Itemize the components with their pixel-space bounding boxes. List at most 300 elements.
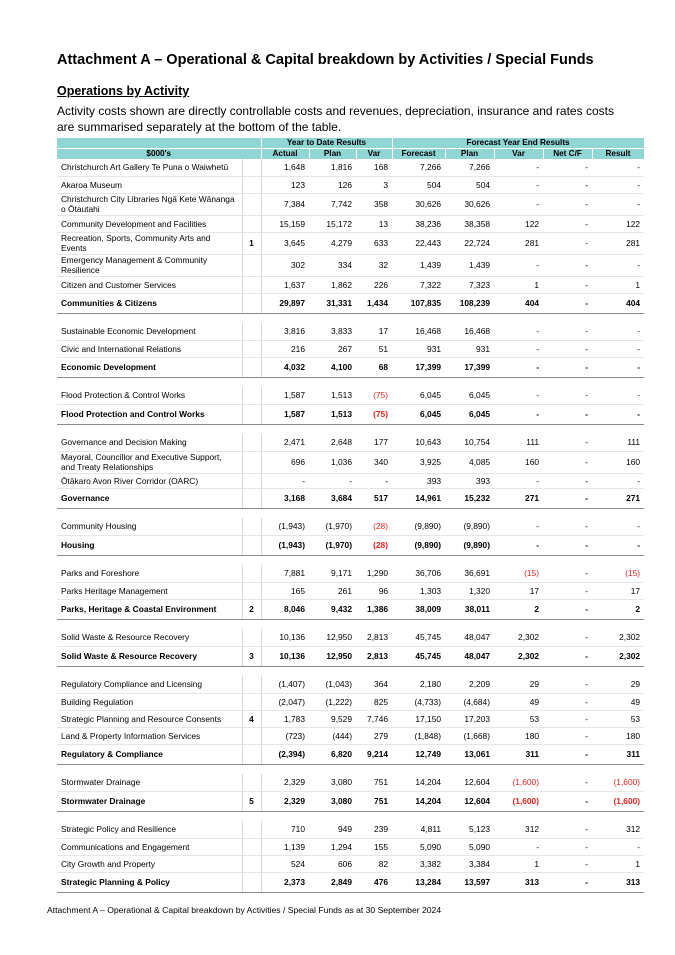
activity-label: Land & Property Information Services bbox=[57, 727, 242, 744]
value-cell: (1,043) bbox=[309, 676, 356, 693]
group-number bbox=[242, 565, 261, 582]
spacer-cell bbox=[57, 377, 644, 387]
activity-label: Economic Development bbox=[57, 357, 242, 377]
value-cell: 155 bbox=[356, 838, 392, 855]
table-row bbox=[57, 434, 644, 451]
group-number bbox=[242, 855, 261, 872]
group-number bbox=[242, 629, 261, 646]
value-cell: 17,150 bbox=[392, 710, 445, 727]
col-header-fy-var: Var bbox=[494, 149, 543, 160]
activity-label: Sustainable Economic Development bbox=[57, 323, 242, 340]
activity-label: Parks and Foreshore bbox=[57, 565, 242, 582]
value-cell: 2,471 bbox=[261, 434, 309, 451]
group-number: 2 bbox=[242, 599, 261, 619]
value-cell: 111 bbox=[592, 434, 644, 451]
value-cell: 12,604 bbox=[445, 774, 494, 791]
total-row bbox=[57, 599, 644, 619]
value-cell: - bbox=[543, 791, 592, 811]
value-cell: - bbox=[356, 473, 392, 488]
value-cell: - bbox=[543, 646, 592, 666]
value-cell: 5,090 bbox=[445, 838, 494, 855]
value-cell: 53 bbox=[494, 710, 543, 727]
value-cell: 126 bbox=[309, 176, 356, 193]
value-cell: 313 bbox=[592, 872, 644, 892]
value-cell: 13,597 bbox=[445, 872, 494, 892]
value-cell: 31,331 bbox=[309, 293, 356, 313]
table-row bbox=[57, 159, 644, 176]
value-cell: 1,862 bbox=[309, 276, 356, 293]
value-cell: 949 bbox=[309, 821, 356, 838]
value-cell: - bbox=[543, 215, 592, 232]
value-cell: - bbox=[592, 323, 644, 340]
value-cell: 2,648 bbox=[309, 434, 356, 451]
value-cell: 2,302 bbox=[494, 629, 543, 646]
value-cell: - bbox=[543, 340, 592, 357]
value-cell: - bbox=[543, 159, 592, 176]
group-number bbox=[242, 821, 261, 838]
value-cell: 15,159 bbox=[261, 215, 309, 232]
value-cell: - bbox=[543, 293, 592, 313]
total-row bbox=[57, 791, 644, 811]
activity-label: Stormwater Drainage bbox=[57, 791, 242, 811]
value-cell: 2 bbox=[592, 599, 644, 619]
value-cell: 1 bbox=[592, 855, 644, 872]
value-cell: 3,645 bbox=[261, 232, 309, 254]
value-cell: 122 bbox=[592, 215, 644, 232]
value-cell: - bbox=[543, 357, 592, 377]
value-cell: (1,600) bbox=[592, 791, 644, 811]
col-header-fy-plan: Plan bbox=[445, 149, 494, 160]
value-cell: (4,684) bbox=[445, 693, 494, 710]
value-cell: 1,439 bbox=[392, 254, 445, 276]
group-number bbox=[242, 488, 261, 508]
value-cell: 751 bbox=[356, 774, 392, 791]
value-cell: 45,745 bbox=[392, 629, 445, 646]
value-cell: - bbox=[592, 176, 644, 193]
value-cell: 524 bbox=[261, 855, 309, 872]
value-cell: 696 bbox=[261, 451, 309, 473]
spacer-cell bbox=[57, 313, 644, 323]
group-number: 5 bbox=[242, 791, 261, 811]
spacer-cell bbox=[57, 764, 644, 774]
value-cell: (1,668) bbox=[445, 727, 494, 744]
value-cell: - bbox=[543, 872, 592, 892]
value-cell: 364 bbox=[356, 676, 392, 693]
value-cell: 825 bbox=[356, 693, 392, 710]
value-cell: 6,045 bbox=[392, 387, 445, 404]
activity-label: Strategic Planning & Policy bbox=[57, 872, 242, 892]
value-cell: 271 bbox=[592, 488, 644, 508]
value-cell: 751 bbox=[356, 791, 392, 811]
value-cell: - bbox=[592, 340, 644, 357]
value-cell: - bbox=[494, 340, 543, 357]
value-cell: - bbox=[494, 535, 543, 555]
activity-label: Regulatory Compliance and Licensing bbox=[57, 676, 242, 693]
value-cell: (75) bbox=[356, 387, 392, 404]
value-cell: - bbox=[592, 387, 644, 404]
value-cell: 30,626 bbox=[445, 193, 494, 215]
activity-label: Communities & Citizens bbox=[57, 293, 242, 313]
value-cell: - bbox=[543, 451, 592, 473]
value-cell: 340 bbox=[356, 451, 392, 473]
value-cell: 9,171 bbox=[309, 565, 356, 582]
group-number bbox=[242, 582, 261, 599]
value-cell: - bbox=[543, 254, 592, 276]
value-cell: - bbox=[592, 159, 644, 176]
activity-label: Governance and Decision Making bbox=[57, 434, 242, 451]
value-cell: 3,816 bbox=[261, 323, 309, 340]
value-cell: - bbox=[543, 629, 592, 646]
value-cell: 7,266 bbox=[392, 159, 445, 176]
group-number bbox=[242, 434, 261, 451]
activity-label: Parks, Heritage & Coastal Environment bbox=[57, 599, 242, 619]
total-row bbox=[57, 293, 644, 313]
value-cell: 606 bbox=[309, 855, 356, 872]
col-header-forecast: Forecast bbox=[392, 149, 445, 160]
spacer-row bbox=[57, 666, 644, 676]
value-cell: - bbox=[494, 387, 543, 404]
value-cell: 9,529 bbox=[309, 710, 356, 727]
value-cell: 13,061 bbox=[445, 744, 494, 764]
value-cell: 107,835 bbox=[392, 293, 445, 313]
value-cell: 3,684 bbox=[309, 488, 356, 508]
value-cell: 17 bbox=[592, 582, 644, 599]
group-number bbox=[242, 451, 261, 473]
spacer-cell bbox=[57, 555, 644, 565]
group-number bbox=[242, 176, 261, 193]
value-cell: - bbox=[592, 404, 644, 424]
value-cell: 38,358 bbox=[445, 215, 494, 232]
value-cell: (9,890) bbox=[392, 518, 445, 535]
table-row bbox=[57, 710, 644, 727]
value-cell: 13,284 bbox=[392, 872, 445, 892]
table-row bbox=[57, 451, 644, 473]
value-cell: 22,443 bbox=[392, 232, 445, 254]
header-column-row bbox=[57, 149, 644, 160]
spacer-row bbox=[57, 377, 644, 387]
value-cell: 3,080 bbox=[309, 774, 356, 791]
value-cell: - bbox=[543, 774, 592, 791]
group-number bbox=[242, 838, 261, 855]
value-cell: 108,239 bbox=[445, 293, 494, 313]
value-cell: 14,204 bbox=[392, 774, 445, 791]
value-cell: 165 bbox=[261, 582, 309, 599]
value-cell: 404 bbox=[494, 293, 543, 313]
value-cell: 1,587 bbox=[261, 404, 309, 424]
value-cell: 32 bbox=[356, 254, 392, 276]
value-cell: - bbox=[543, 565, 592, 582]
group-number bbox=[242, 676, 261, 693]
value-cell: 38,236 bbox=[392, 215, 445, 232]
group-number bbox=[242, 323, 261, 340]
table-row bbox=[57, 276, 644, 293]
value-cell: - bbox=[543, 693, 592, 710]
value-cell: (1,848) bbox=[392, 727, 445, 744]
value-cell: - bbox=[543, 676, 592, 693]
table-row bbox=[57, 629, 644, 646]
value-cell: (9,890) bbox=[445, 535, 494, 555]
group-number bbox=[242, 535, 261, 555]
table-row bbox=[57, 676, 644, 693]
value-cell: - bbox=[543, 473, 592, 488]
group-number bbox=[242, 276, 261, 293]
value-cell: 302 bbox=[261, 254, 309, 276]
col-header-ytd-plan: Plan bbox=[309, 149, 356, 160]
group-number bbox=[242, 774, 261, 791]
table-row bbox=[57, 340, 644, 357]
value-cell: 5,090 bbox=[392, 838, 445, 855]
value-cell: 3,382 bbox=[392, 855, 445, 872]
value-cell: 111 bbox=[494, 434, 543, 451]
activity-label: Housing bbox=[57, 535, 242, 555]
value-cell: 123 bbox=[261, 176, 309, 193]
spacer-cell bbox=[57, 811, 644, 821]
value-cell: 2,813 bbox=[356, 646, 392, 666]
group-number bbox=[242, 387, 261, 404]
value-cell: 216 bbox=[261, 340, 309, 357]
value-cell: (15) bbox=[592, 565, 644, 582]
activity-label: Christchurch City Libraries Ngā Kete Wānanga o Ōtautahi bbox=[57, 193, 242, 215]
activity-label: Akaroa Museum bbox=[57, 176, 242, 193]
activity-label: Strategic Policy and Resilience bbox=[57, 821, 242, 838]
spacer-row bbox=[57, 764, 644, 774]
spacer-row bbox=[57, 508, 644, 518]
group-number bbox=[242, 340, 261, 357]
value-cell: 2,373 bbox=[261, 872, 309, 892]
activity-label: Christchurch Art Gallery Te Puna o Waiwhetū bbox=[57, 159, 242, 176]
activity-label: Building Regulation bbox=[57, 693, 242, 710]
activity-label: Community Development and Facilities bbox=[57, 215, 242, 232]
value-cell: 6,820 bbox=[309, 744, 356, 764]
value-cell: 267 bbox=[309, 340, 356, 357]
value-cell: 7,266 bbox=[445, 159, 494, 176]
value-cell: - bbox=[543, 535, 592, 555]
table-row bbox=[57, 193, 644, 215]
value-cell: 1,513 bbox=[309, 387, 356, 404]
value-cell: - bbox=[261, 473, 309, 488]
value-cell: 3,833 bbox=[309, 323, 356, 340]
value-cell: 12,950 bbox=[309, 646, 356, 666]
value-cell: 82 bbox=[356, 855, 392, 872]
activity-label: Community Housing bbox=[57, 518, 242, 535]
group-number bbox=[242, 293, 261, 313]
value-cell: 45,745 bbox=[392, 646, 445, 666]
table-row bbox=[57, 565, 644, 582]
group-number bbox=[242, 159, 261, 176]
value-cell: - bbox=[494, 176, 543, 193]
value-cell: 14,961 bbox=[392, 488, 445, 508]
value-cell: 36,691 bbox=[445, 565, 494, 582]
section-heading: Operations by Activity bbox=[57, 84, 190, 98]
value-cell: (1,407) bbox=[261, 676, 309, 693]
value-cell: 48,047 bbox=[445, 646, 494, 666]
value-cell: 2,209 bbox=[445, 676, 494, 693]
value-cell: (1,600) bbox=[592, 774, 644, 791]
table-row bbox=[57, 855, 644, 872]
value-cell: 1 bbox=[592, 276, 644, 293]
value-cell: 17,399 bbox=[392, 357, 445, 377]
value-cell: - bbox=[494, 254, 543, 276]
value-cell: - bbox=[592, 473, 644, 488]
value-cell: 1,783 bbox=[261, 710, 309, 727]
value-cell: 334 bbox=[309, 254, 356, 276]
total-row bbox=[57, 488, 644, 508]
value-cell: - bbox=[494, 159, 543, 176]
value-cell: 311 bbox=[592, 744, 644, 764]
table-row bbox=[57, 215, 644, 232]
activity-label: Governance bbox=[57, 488, 242, 508]
value-cell: 504 bbox=[445, 176, 494, 193]
value-cell: 16,468 bbox=[392, 323, 445, 340]
spacer-row bbox=[57, 313, 644, 323]
activity-label: Strategic Planning and Resource Consents bbox=[57, 710, 242, 727]
spacer-row bbox=[57, 555, 644, 565]
value-cell: 3 bbox=[356, 176, 392, 193]
group-number bbox=[242, 473, 261, 488]
value-cell: (28) bbox=[356, 535, 392, 555]
value-cell: 2 bbox=[494, 599, 543, 619]
table-row bbox=[57, 693, 644, 710]
value-cell: - bbox=[543, 276, 592, 293]
value-cell: (1,970) bbox=[309, 518, 356, 535]
spacer-cell bbox=[57, 666, 644, 676]
value-cell: 9,214 bbox=[356, 744, 392, 764]
col-header-label: $000's bbox=[57, 149, 261, 160]
value-cell: 239 bbox=[356, 821, 392, 838]
activity-label: Flood Protection & Control Works bbox=[57, 387, 242, 404]
value-cell: 7,322 bbox=[392, 276, 445, 293]
col-header-ytd-actual: Actual bbox=[261, 149, 309, 160]
value-cell: 4,811 bbox=[392, 821, 445, 838]
header-group-row bbox=[57, 138, 644, 149]
total-row bbox=[57, 404, 644, 424]
activity-label: Ōtākaro Avon River Corridor (OARC) bbox=[57, 473, 242, 488]
group-number bbox=[242, 254, 261, 276]
table-body bbox=[57, 159, 644, 892]
activity-label: City Growth and Property bbox=[57, 855, 242, 872]
value-cell: - bbox=[494, 473, 543, 488]
value-cell: - bbox=[543, 387, 592, 404]
value-cell: 96 bbox=[356, 582, 392, 599]
value-cell: - bbox=[592, 535, 644, 555]
value-cell: 122 bbox=[494, 215, 543, 232]
activity-label: Communications and Engagement bbox=[57, 838, 242, 855]
value-cell: - bbox=[494, 518, 543, 535]
value-cell: - bbox=[543, 488, 592, 508]
operations-table bbox=[57, 138, 645, 893]
value-cell: 17 bbox=[356, 323, 392, 340]
value-cell: 29 bbox=[592, 676, 644, 693]
value-cell: 1,513 bbox=[309, 404, 356, 424]
value-cell: - bbox=[592, 518, 644, 535]
group-number bbox=[242, 872, 261, 892]
value-cell: 160 bbox=[494, 451, 543, 473]
table-row bbox=[57, 518, 644, 535]
value-cell: - bbox=[543, 518, 592, 535]
value-cell: 160 bbox=[592, 451, 644, 473]
table-row bbox=[57, 582, 644, 599]
value-cell: - bbox=[543, 232, 592, 254]
value-cell: 53 bbox=[592, 710, 644, 727]
group-number bbox=[242, 744, 261, 764]
table-row bbox=[57, 727, 644, 744]
value-cell: 1,290 bbox=[356, 565, 392, 582]
activity-label: Parks Heritage Management bbox=[57, 582, 242, 599]
value-cell: 4,279 bbox=[309, 232, 356, 254]
value-cell: (723) bbox=[261, 727, 309, 744]
value-cell: 12,950 bbox=[309, 629, 356, 646]
total-row bbox=[57, 357, 644, 377]
value-cell: - bbox=[309, 473, 356, 488]
value-cell: 180 bbox=[592, 727, 644, 744]
value-cell: 2,329 bbox=[261, 774, 309, 791]
value-cell: 312 bbox=[592, 821, 644, 838]
spacer-cell bbox=[57, 619, 644, 629]
value-cell: - bbox=[543, 323, 592, 340]
value-cell: - bbox=[494, 357, 543, 377]
table-row bbox=[57, 473, 644, 488]
value-cell: - bbox=[543, 855, 592, 872]
activity-label: Citizen and Customer Services bbox=[57, 276, 242, 293]
value-cell: 279 bbox=[356, 727, 392, 744]
value-cell: 1,648 bbox=[261, 159, 309, 176]
value-cell: 177 bbox=[356, 434, 392, 451]
value-cell: 4,085 bbox=[445, 451, 494, 473]
value-cell: (2,394) bbox=[261, 744, 309, 764]
value-cell: (28) bbox=[356, 518, 392, 535]
value-cell: - bbox=[543, 710, 592, 727]
value-cell: 1 bbox=[494, 276, 543, 293]
value-cell: 12,604 bbox=[445, 791, 494, 811]
value-cell: 476 bbox=[356, 872, 392, 892]
value-cell: 17,399 bbox=[445, 357, 494, 377]
header-blank bbox=[57, 138, 261, 149]
value-cell: 10,136 bbox=[261, 646, 309, 666]
value-cell: 2,329 bbox=[261, 791, 309, 811]
value-cell: 311 bbox=[494, 744, 543, 764]
value-cell: - bbox=[543, 838, 592, 855]
value-cell: 7,742 bbox=[309, 193, 356, 215]
value-cell: 7,746 bbox=[356, 710, 392, 727]
header-group-ytd: Year to Date Results bbox=[261, 138, 392, 149]
value-cell: 10,754 bbox=[445, 434, 494, 451]
activity-label: Solid Waste & Resource Recovery bbox=[57, 629, 242, 646]
value-cell: 393 bbox=[392, 473, 445, 488]
value-cell: 3,384 bbox=[445, 855, 494, 872]
value-cell: 931 bbox=[392, 340, 445, 357]
table-row bbox=[57, 774, 644, 791]
value-cell: 2,813 bbox=[356, 629, 392, 646]
value-cell: 48,047 bbox=[445, 629, 494, 646]
value-cell: - bbox=[592, 357, 644, 377]
value-cell: - bbox=[543, 821, 592, 838]
group-number bbox=[242, 193, 261, 215]
value-cell: 7,323 bbox=[445, 276, 494, 293]
value-cell: - bbox=[592, 838, 644, 855]
value-cell: 49 bbox=[592, 693, 644, 710]
value-cell: 1,036 bbox=[309, 451, 356, 473]
value-cell: 931 bbox=[445, 340, 494, 357]
value-cell: - bbox=[494, 404, 543, 424]
header-group-forecast: Forecast Year End Results bbox=[392, 138, 644, 149]
value-cell: (1,600) bbox=[494, 791, 543, 811]
value-cell: (2,047) bbox=[261, 693, 309, 710]
group-number: 3 bbox=[242, 646, 261, 666]
table-row bbox=[57, 821, 644, 838]
table-row bbox=[57, 176, 644, 193]
col-header-net-cf: Net C/F bbox=[543, 149, 592, 160]
group-number bbox=[242, 518, 261, 535]
